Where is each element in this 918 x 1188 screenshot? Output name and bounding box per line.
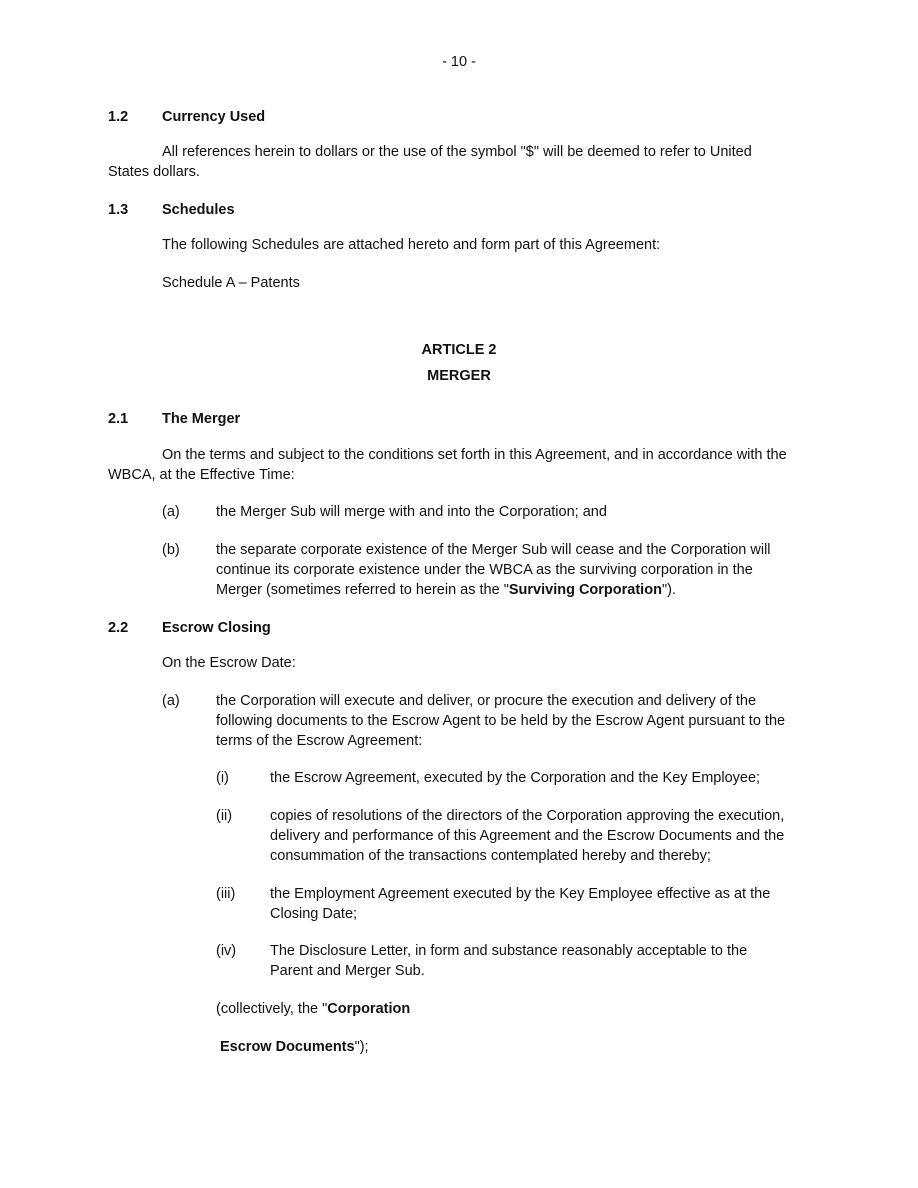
collectively-line-2 — [220, 1037, 369, 1057]
section-2-2-number: 2.2 — [108, 620, 129, 636]
section-1-3-number: 1.3 — [108, 202, 129, 218]
section-2-2-heading: Escrow Closing — [162, 620, 271, 636]
sub-item-ii-label: (ii) — [216, 808, 233, 824]
page-number: - 10 - — [442, 54, 476, 70]
sub-item-i-text: the Escrow Agreement, executed by the Corporation and the Key Employee; — [270, 770, 761, 786]
item-b-text-main: the separate corporate existence of the Merger Sub will cease and the Corporation will continue its corporate existence under the WBCA as the surviving corporation in the Merger (sometimes referred to herein as the " — [216, 542, 771, 598]
section-2-1-intro: On the terms and subject to the conditions set forth in this Agreement, and in accordance with the WBCA, at the Effective Time: — [108, 447, 787, 483]
surviving-corporation-term: Surviving Corporation — [508, 582, 662, 598]
article-label: ARTICLE 2 — [421, 342, 497, 358]
collectively-line-1 — [216, 999, 410, 1019]
sub-item-i-label: (i) — [216, 770, 229, 786]
section-1-3-intro: The following Schedules are attached hereto and form part of this Agreement: — [162, 237, 661, 253]
section-2-1-heading: The Merger — [162, 411, 241, 427]
article-title: MERGER — [427, 368, 491, 384]
section-2-1-item-a-text: the Merger Sub will merge with and into the Corporation; and — [216, 504, 607, 520]
schedule-a-entry: Schedule A – Patents — [162, 275, 300, 291]
escrow-documents-term: Escrow Documents — [220, 1039, 355, 1055]
sub-item-iii-label: (iii) — [216, 886, 236, 902]
corporation-term: Corporation — [327, 1001, 411, 1017]
collectively-prefix: (collectively, the " — [216, 1001, 328, 1017]
section-1-3-heading: Schedules — [162, 202, 235, 218]
section-2-1-number: 2.1 — [108, 411, 129, 427]
section-2-2-item-a-label: (a) — [162, 693, 180, 709]
sub-item-iv-text: The Disclosure Letter, in form and substance reasonably acceptable to the Parent and Merger Sub. — [270, 943, 748, 979]
item-b-text-end: "). — [661, 582, 676, 598]
sub-item-iii-text: the Employment Agreement executed by the Key Employee effective as at the Closing Date; — [270, 886, 771, 922]
sub-item-ii-text: copies of resolutions of the directors of the Corporation approving the execution, delivery and performance of this Agreement and the Escrow Documents and the consummation of the transactions contemplated hereby and thereby; — [270, 808, 785, 864]
section-1-2-heading: Currency Used — [162, 109, 266, 125]
collectively-suffix: "); — [354, 1039, 369, 1055]
section-1-2-body: All references herein to dollars or the use of the symbol "$" will be deemed to refer to United States dollars. — [108, 144, 752, 180]
section-2-1-item-b-label: (b) — [162, 542, 180, 558]
section-2-2-intro: On the Escrow Date: — [162, 655, 296, 671]
sub-item-iv-label: (iv) — [216, 943, 237, 959]
section-1-2-number: 1.2 — [108, 109, 129, 125]
section-2-2-item-a-text: the Corporation will execute and deliver, or procure the execution and delivery of the following documents to the Escrow Agent to be held by the Escrow Agent pursuant to the terms of the Escrow Agreement: — [216, 693, 786, 749]
section-2-1-item-b-text — [216, 540, 796, 600]
section-2-1-item-a-label: (a) — [162, 504, 180, 520]
